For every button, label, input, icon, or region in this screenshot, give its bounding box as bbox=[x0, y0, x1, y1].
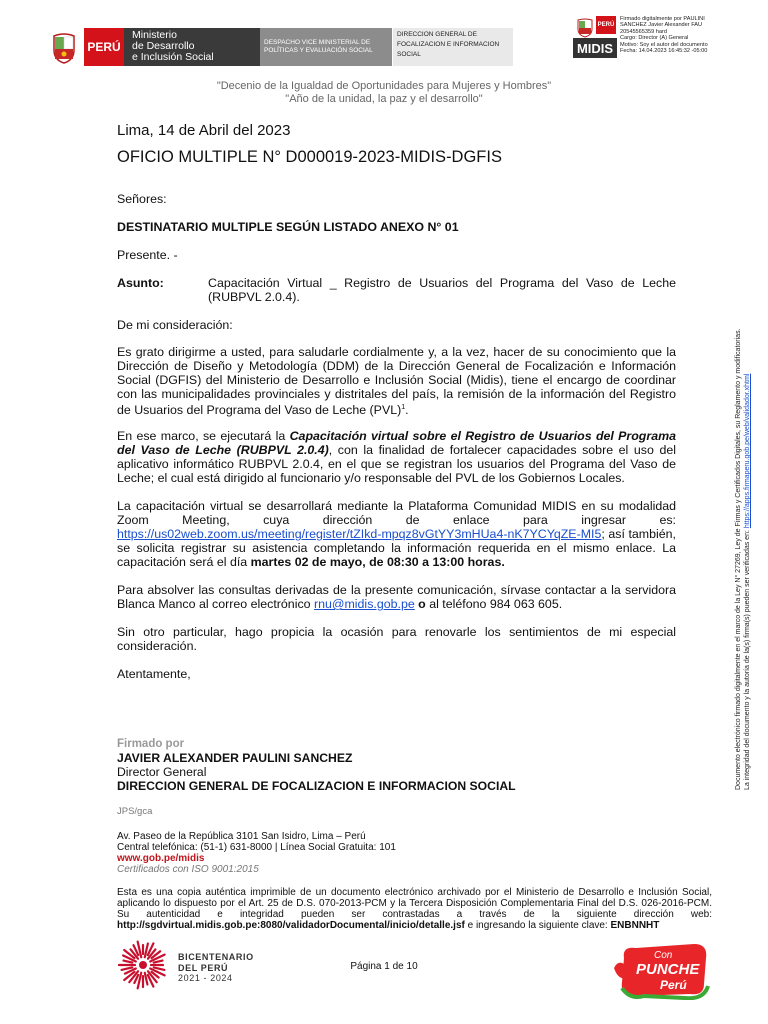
signer-office: DIRECCION GENERAL DE FOCALIZACION E INFORMACION SOCIAL bbox=[117, 779, 516, 793]
phone-line: Central telefónica: (51-1) 631-8000 | Línea Social Gratuita: 101 bbox=[117, 842, 396, 853]
bicentenario-line: DEL PERÚ bbox=[178, 962, 229, 973]
despacho-line: POLÍTICAS Y EVALUACIÓN SOCIAL bbox=[264, 47, 373, 54]
address-block bbox=[117, 831, 396, 875]
decenio-heading bbox=[0, 80, 768, 106]
peru-coat-of-arms-icon bbox=[48, 32, 80, 64]
paragraph-1-end: . bbox=[405, 403, 409, 418]
signature-info-line: Cargo: Director (A) General bbox=[620, 35, 689, 42]
stamp-midis-logo: MIDIS bbox=[573, 38, 617, 58]
document-date: Lima, 14 de Abril del 2023 bbox=[117, 122, 291, 139]
digital-signature-info bbox=[620, 16, 730, 54]
direccion-line: FOCALIZACION E INFORMACION bbox=[397, 41, 500, 48]
paragraph-1 bbox=[117, 345, 676, 417]
stamp-peru-label: PERÚ bbox=[596, 16, 616, 34]
zoom-registration-link[interactable]: https://us02web.zoom.us/meeting/register/tZIkd-mpqz8vGtYY3mHUa4-nK7YCYqZE-MI5 bbox=[117, 527, 602, 541]
page-number: Página 1 de 10 bbox=[350, 961, 418, 972]
paragraph-3 bbox=[117, 499, 676, 569]
salutation: Señores: bbox=[117, 192, 167, 206]
website-link[interactable]: www.gob.pe/midis bbox=[117, 853, 205, 864]
paragraph-3-text: ; así también, se solicita registrar su asistencia completando la información requerida en el mismo enlace. La capacitación será el día bbox=[117, 527, 676, 569]
training-title: Capacitación virtual sobre el Registro de Usuarios del Programa del Vaso de Leche (RUBPVL 2.0.4) bbox=[117, 429, 677, 457]
subject-label: Asunto: bbox=[117, 276, 164, 290]
validation-key: ENBNNHT bbox=[610, 920, 660, 931]
punche-con: Con bbox=[654, 950, 673, 961]
signature-info-line: Firmado digitalmente por PAULINI bbox=[620, 16, 705, 22]
validator-url[interactable]: http://sgdvirtual.midis.gob.pe:8080/validadorDocumental/inicio/detalle.jsf bbox=[117, 920, 465, 931]
paragraph-2-text: En ese marco, se ejecutará la bbox=[117, 429, 290, 443]
paragraph-1-text: Es grato dirigirme a usted, para saludarle cordialmente y, a la vez, hacer de su conocimiento que la Dirección de Diseño y Metodología (DDM) de la Dirección General de Focalización e Información Social (DGFIS) del Ministerio de Desarrollo e Inclusión Social (Midis), tiene el encargo de coordinar con las municipalidades provinciales y distritales del país, la remisión de la información del Registro de Usuarios del Programa del Vaso de Leche (PVL) bbox=[117, 345, 676, 418]
despacho-line: DESPACHO VICE MINISTERIAL DE bbox=[264, 39, 371, 46]
signature-info-line: Motivo: Soy el autor del documento bbox=[620, 41, 708, 48]
direccion-label bbox=[393, 28, 513, 66]
vertical-line-2 bbox=[743, 230, 752, 790]
paragraph-4-text: Para absolver las consultas derivadas de la presente comunicación, sírvase contactar a la servidora Blanca Manco al correo electrónico bbox=[117, 583, 676, 611]
punche-peru: Perú bbox=[660, 978, 687, 992]
signature-info-line: SANCHEZ Javier Alexander FAU bbox=[620, 22, 703, 29]
signer-block bbox=[117, 751, 516, 793]
training-date: martes 02 de mayo, de 08:30 a 13:00 horas. bbox=[250, 555, 505, 569]
address-line: Av. Paseo de la República 3101 San Isidro, Lima – Perú bbox=[117, 831, 366, 842]
firmaperu-validator-link[interactable]: https://apps.firmaperu.gob.pe/web/validador.xhtml bbox=[744, 373, 751, 529]
direccion-line: SOCIAL bbox=[397, 51, 421, 58]
vertical-line-1: Documento electrónico firmado digitalmente en el marco de la Ley N° 27269, Ley de Firmas y Certificados Digitales, su Reglamento y modificatorias. bbox=[735, 328, 742, 790]
document-title: OFICIO MULTIPLE N° D000019-2023-MIDIS-DGFIS bbox=[117, 148, 502, 166]
paragraph-4 bbox=[117, 583, 676, 611]
ministry-line: Ministerio bbox=[132, 29, 177, 41]
bicentenario-line: BICENTENARIO bbox=[178, 952, 254, 962]
con-punche-peru-logo bbox=[614, 938, 714, 1000]
signed-by-label: Firmado por bbox=[117, 738, 185, 750]
authenticity-notice bbox=[117, 887, 712, 931]
punche-word: PUNCHE bbox=[636, 961, 700, 978]
signer-title: Director General bbox=[117, 765, 207, 779]
paragraph-2-text: , con la finalidad de fortalecer capacidades sobre el uso del aplicativo informático RUBPVL 2.0.4, en el que se registran los usuarios del Programa del Vaso de Leche; el cual está dirigido al funcionario y/o responsable del PVL de los Gobiernos Locales. bbox=[117, 443, 676, 485]
direccion-line: DIRECCION GENERAL DE bbox=[397, 31, 477, 38]
vertical-legal-text bbox=[734, 230, 752, 790]
ministry-line: de Desarrollo bbox=[132, 40, 195, 52]
paragraph-4-text: al teléfono 984 063 605. bbox=[425, 597, 563, 611]
ministry-line: e Inclusión Social bbox=[132, 51, 214, 63]
peru-label: PERÚ bbox=[84, 28, 124, 66]
decenio-line: "Año de la unidad, la paz y el desarrollo" bbox=[285, 93, 483, 105]
authenticity-text: Esta es una copia auténtica imprimible de un documento electrónico archivado por el Ministerio de Desarrollo e Inclusión Social, aplicando lo dispuesto por el Art. 25 de D.S. 070-2013-PCM y la Tercera Disposición Complementaria Final del D.S. 026-2016-PCM. Su autenticidad e integridad pueden ser contrastadas a través de la siguiente dirección web: bbox=[117, 887, 712, 920]
iso-certification: Certificados con ISO 9001:2015 bbox=[117, 864, 259, 875]
paragraph-3-text: La capacitación virtual se desarrollará mediante la Plataforma Comunidad MIDIS en su modalidad Zoom Meeting, cuya dirección de enlace para ingresar es: bbox=[117, 499, 676, 527]
paragraph-2 bbox=[117, 429, 676, 485]
contact-email-link[interactable]: rnu@midis.gob.pe bbox=[313, 597, 415, 611]
closing: Atentamente, bbox=[117, 667, 191, 681]
greeting: De mi consideración: bbox=[117, 318, 233, 332]
recipient: DESTINATARIO MULTIPLE SEGÚN LISTADO ANEXO N° 01 bbox=[117, 220, 459, 234]
signature-info-line: Fecha: 14.04.2023 16:45:32 -05:00 bbox=[620, 48, 708, 55]
authenticity-text: e ingresando la siguiente clave: bbox=[464, 920, 611, 931]
despacho-label bbox=[260, 28, 392, 66]
vertical-line-2-text: La integridad del documento y la autoría de la(s) firma(s) pueden ser verificadas en: bbox=[744, 528, 751, 790]
stamp-coat-of-arms-icon bbox=[575, 18, 595, 38]
signer-name: JAVIER ALEXANDER PAULINI SANCHEZ bbox=[117, 751, 353, 765]
vertical-legal-notice bbox=[732, 230, 752, 790]
paragraph-5: Sin otro particular, hago propicia la ocasión para renovarle los sentimientos de mi especial consideración. bbox=[117, 625, 676, 653]
decenio-line: "Decenio de la Igualdad de Oportunidades para Mujeres y Hombres" bbox=[216, 80, 552, 92]
signature-info-line: 20545565359 hard bbox=[620, 28, 667, 35]
ministry-name bbox=[124, 28, 260, 66]
subject-text: Capacitación Virtual _ Registro de Usuarios del Programa del Vaso de Leche (RUBPVL 2.0.4). bbox=[208, 276, 676, 304]
initials: JPS/gca bbox=[117, 806, 153, 817]
bicentenario-years: 2021 - 2024 bbox=[178, 973, 233, 983]
footnote-marker: 1 bbox=[401, 404, 406, 411]
presente: Presente. - bbox=[117, 248, 178, 262]
paragraph-4-conj: o bbox=[414, 597, 426, 611]
